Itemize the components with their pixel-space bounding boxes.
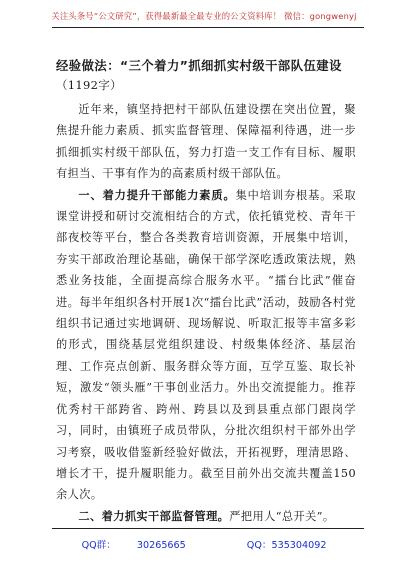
header-banner: 关注头条号“公文研究”，获得最新最全最专业的公文资料库！ 微信：gongwenyj (51, 11, 357, 21)
section2-paragraph (56, 506, 356, 527)
section2-body: 严把用人“总开关”。 (229, 509, 335, 523)
header-divider (52, 27, 364, 28)
section1-body: 采取课堂讲授和研讨交流相结合的方式，依托镇党校、青年干部夜校等平台，整合各类教育培训资源，开展集中培训，夯实干部政治理论基础，确保干部学深吃透政策法规，熟悉业务技能，全面提高综合服务水平。“擂台比武”催奋进。每半年组织各村开展1次“擂台比武”活动，鼓励各村党组织书记通过实地调研、现场解说、听取汇报等丰富多彩的形式，围绕基层党组织建设、村级集体经济、基层治理、工作亮点创新、服务群众等方面，互学互鉴、取长补短，激发“领头雁”干事创业活力。外出交流提能力。推荐优秀村干部跨省、跨州、跨县以及到县重点部门跟岗学习，同时，由镇班子成员带队，分批次组织村干部外出学习考察，吸收借鉴新经验好做法，开拓视野，理清思路、增长才干，提升履职能力。截至目前外出交流共覆盖150余人次。 (56, 188, 356, 502)
footer-contact (0, 537, 408, 551)
section2-heading: 二、着力抓实干部监督管理。 (78, 508, 230, 523)
article-title: 经验做法：“三个着力”抓细抓实村级干部队伍建设 (56, 59, 342, 73)
footer-qq-group: QQ群： 30265665 (81, 540, 186, 551)
article-body (56, 99, 356, 527)
section1-lead: 集中培训夯根基。 (235, 188, 333, 202)
word-count: （1192字） (56, 78, 122, 92)
footer-divider (52, 528, 364, 529)
section1-paragraph (56, 185, 356, 506)
intro-paragraph: 近年来，镇坚持把村干部队伍建设摆在突出位置，聚焦提升能力素质、抓实监督管理、保障福利待遇，进一步抓细抓实村级干部队伍，努力打造一支工作有目标、履职有担当、干事有作为的高素质村级干部队伍。 (56, 103, 356, 181)
footer-qq: QQ：535304092 (246, 540, 327, 551)
section1-heading: 一、着力提升干部能力素质。 (78, 187, 236, 202)
